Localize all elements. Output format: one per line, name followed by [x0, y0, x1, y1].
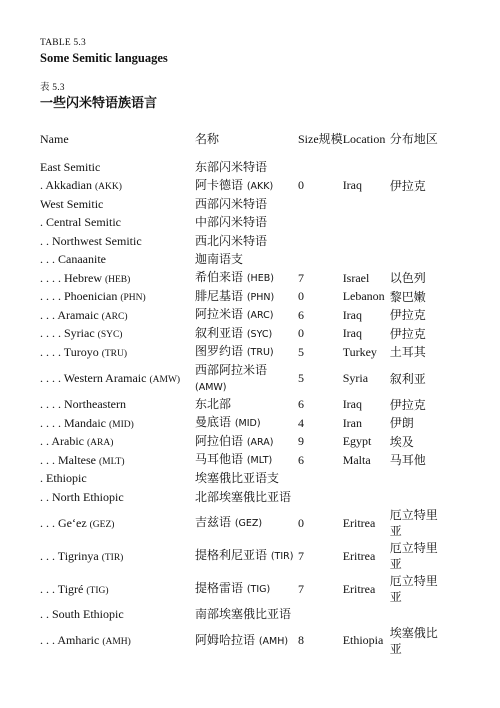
table-row	[40, 214, 440, 233]
table-row	[40, 414, 440, 433]
language-code-zh: (MID)	[234, 418, 261, 430]
language-code: (SYC)	[97, 330, 123, 341]
table-row	[40, 325, 440, 344]
cell-location-zh	[390, 488, 440, 507]
cell-name	[40, 362, 195, 396]
language-name: Mandaic	[64, 415, 106, 430]
cell-name	[40, 232, 195, 251]
language-name: Ethiopic	[46, 471, 87, 486]
cell-location-zh	[390, 214, 440, 233]
language-name-zh: 东北部	[195, 397, 232, 412]
cell-location	[343, 232, 390, 251]
cell-location-zh: 伊拉克	[389, 326, 426, 341]
cell-location-zh: 伊拉克	[389, 308, 426, 323]
language-name: Hebrew	[64, 270, 102, 285]
cell-name-zh	[195, 433, 298, 452]
language-code: (AKK)	[95, 182, 122, 193]
table-header-row	[40, 120, 440, 158]
cell-location-zh	[390, 195, 440, 214]
table-row	[40, 470, 440, 489]
language-name: Akkadian	[45, 178, 92, 193]
language-name: Central Semitic	[46, 215, 121, 230]
language-name-zh: 阿卡德语	[195, 177, 244, 192]
cell-size: 6	[298, 452, 304, 467]
cell-name-zh	[195, 269, 298, 288]
language-code: (TIG)	[86, 585, 109, 596]
cell-location-zh: 厄立特里亚	[389, 574, 438, 604]
cell-name	[40, 507, 195, 540]
cell-name	[40, 269, 195, 288]
language-name-zh: 图罗约语	[195, 344, 244, 359]
table-label: TABLE 5.3	[40, 38, 86, 48]
cell-location-zh: 厄立特里亚	[389, 541, 438, 571]
table-row	[40, 251, 440, 270]
language-code: (TRU)	[101, 348, 128, 359]
language-name-zh: 西北闪米特语	[195, 233, 268, 248]
table-row	[40, 507, 440, 540]
language-name-zh: 叙利亚语	[195, 325, 244, 340]
language-code: (GEZ)	[89, 519, 115, 530]
language-name-zh: 提格利尼亚语	[195, 548, 268, 562]
language-name: Amharic	[57, 633, 100, 647]
cell-location-zh: 伊拉克	[389, 397, 426, 412]
indent-dots: . . .	[40, 581, 58, 596]
cell-name-zh	[195, 573, 298, 606]
language-name-zh: 中部闪米特语	[195, 215, 268, 230]
header-name-zh: 名称	[195, 131, 220, 146]
language-name-zh: 东部闪米特语	[195, 159, 268, 174]
cell-location	[343, 251, 390, 270]
cell-size	[298, 251, 343, 270]
cell-location	[343, 158, 390, 177]
language-name-zh: 南部埃塞俄比亚语	[195, 607, 292, 622]
cell-name-zh	[195, 362, 298, 396]
cell-name	[40, 606, 195, 625]
header-size	[298, 120, 343, 158]
header-size-zh: 规模	[318, 131, 343, 146]
cell-name	[40, 414, 195, 433]
cell-location-zh: 厄立特里亚	[389, 508, 438, 538]
indent-dots: . . .	[40, 452, 58, 467]
language-name-zh: 阿拉米语	[195, 307, 244, 322]
cell-location-zh	[390, 251, 440, 270]
language-name-zh: 西部闪米特语	[195, 196, 268, 211]
cell-location: Malta	[342, 452, 371, 467]
language-code: (HEB)	[104, 274, 131, 285]
cell-size	[298, 488, 343, 507]
cell-size	[298, 158, 343, 177]
cell-name-zh	[195, 251, 298, 270]
cell-size: 7	[298, 581, 304, 596]
cell-location	[343, 195, 390, 214]
cell-name	[40, 195, 195, 214]
cell-size: 4	[298, 415, 304, 430]
cell-location: Egypt	[342, 434, 372, 449]
cell-name-zh	[195, 451, 298, 470]
language-name: Ge‘ez	[58, 515, 87, 530]
cell-name	[40, 488, 195, 507]
cell-location-zh	[390, 158, 440, 177]
language-name: Phoenician	[64, 289, 118, 304]
language-code-zh: (ARA)	[246, 436, 274, 448]
languages-table	[40, 120, 440, 657]
indent-dots: . . . .	[40, 326, 64, 341]
cell-location-zh	[390, 470, 440, 489]
language-name: Aramaic	[57, 307, 99, 322]
table-row	[40, 343, 440, 362]
language-name: West Semitic	[40, 196, 104, 211]
language-code-zh: (AMW)	[195, 381, 227, 393]
language-name: East Semitic	[40, 159, 101, 174]
language-name: North Ethiopic	[52, 489, 124, 504]
cell-location: Iraq	[342, 326, 363, 341]
header-location-zh: 分布地区	[389, 132, 438, 146]
indent-dots: . .	[40, 607, 52, 622]
cell-location: Iraq	[342, 178, 363, 193]
cell-name-zh	[195, 306, 298, 325]
cell-name	[40, 306, 195, 325]
cell-name	[40, 288, 195, 307]
cell-size: 5	[298, 344, 304, 359]
table-row	[40, 177, 440, 196]
cell-location-zh: 埃塞俄比亚	[389, 625, 438, 656]
table-row	[40, 195, 440, 214]
cell-name	[40, 624, 195, 657]
cell-name	[40, 540, 195, 573]
cell-name	[40, 451, 195, 470]
cell-location: Iraq	[342, 307, 363, 322]
language-name-zh: 埃塞俄比亚语支	[195, 471, 280, 486]
language-code: (ARA)	[87, 438, 114, 449]
cell-location-zh: 黎巴嫩	[389, 289, 426, 304]
indent-dots: .	[40, 215, 46, 230]
language-name-zh: 曼底语	[195, 415, 232, 430]
table-title-zh: 一些闪米特语族语言	[40, 96, 158, 111]
cell-name	[40, 470, 195, 489]
cell-location	[343, 606, 390, 625]
language-name: Arabic	[51, 434, 84, 449]
cell-name-zh	[195, 214, 298, 233]
indent-dots: . . . .	[40, 289, 64, 304]
cell-size: 6	[298, 397, 304, 412]
cell-name-zh	[195, 177, 298, 196]
language-code: (MID)	[108, 419, 134, 430]
indent-dots: . . .	[40, 548, 58, 563]
cell-location: Turkey	[342, 344, 377, 359]
language-code: (MLT)	[99, 456, 125, 467]
language-name-zh: 阿姆哈拉语	[195, 632, 256, 647]
language-code: (ARC)	[101, 311, 128, 322]
table-body	[40, 158, 440, 657]
language-code-zh: (PHN)	[246, 291, 275, 303]
table-row	[40, 396, 440, 415]
cell-name-zh	[195, 195, 298, 214]
cell-location-zh: 伊朗	[389, 416, 414, 431]
table-row	[40, 306, 440, 325]
cell-location: Eritrea	[342, 581, 376, 596]
language-name: Maltese	[58, 452, 96, 467]
cell-size: 7	[298, 548, 304, 563]
table-label-zh: 表 5.3	[40, 83, 65, 93]
cell-location	[343, 470, 390, 489]
cell-name-zh	[195, 488, 298, 507]
cell-location-zh: 以色列	[389, 271, 426, 286]
language-name-zh: 阿拉伯语	[195, 433, 244, 448]
cell-size	[298, 195, 343, 214]
cell-location: Iraq	[342, 397, 363, 412]
cell-size: 6	[298, 307, 304, 322]
language-name-zh: 腓尼基语	[195, 288, 244, 303]
indent-dots: . . .	[40, 633, 58, 647]
indent-dots: . .	[40, 489, 52, 504]
language-code-zh: (TIG)	[246, 584, 271, 595]
cell-size: 0	[298, 515, 304, 530]
cell-location-zh	[390, 232, 440, 251]
language-code-zh: (HEB)	[246, 273, 274, 285]
table-row	[40, 624, 440, 657]
language-name: Northwest Semitic	[52, 233, 142, 248]
language-name-zh: 西部阿拉米语	[195, 362, 268, 377]
cell-location: Eritrea	[342, 515, 376, 530]
cell-name	[40, 573, 195, 606]
cell-name	[40, 343, 195, 362]
cell-location: Ethiopia	[342, 633, 384, 647]
language-name: Syriac	[64, 326, 95, 341]
language-name-zh: 提格雷语	[195, 581, 244, 595]
indent-dots: . . . .	[40, 415, 64, 430]
header-name: Name	[40, 131, 69, 146]
language-name: Northeastern	[64, 397, 126, 412]
language-name: Tigrinya	[57, 548, 99, 563]
language-name-zh: 吉兹语	[195, 515, 232, 529]
cell-name-zh	[195, 540, 298, 573]
cell-name	[40, 214, 195, 233]
table-row	[40, 488, 440, 507]
cell-size: 0	[298, 289, 304, 304]
cell-name-zh	[195, 606, 298, 625]
language-code: (PHN)	[120, 293, 146, 304]
cell-size: 5	[298, 371, 304, 385]
cell-name-zh	[195, 158, 298, 177]
cell-name-zh	[195, 396, 298, 415]
cell-name-zh	[195, 624, 298, 657]
language-name-zh: 迦南语支	[195, 252, 244, 267]
cell-name-zh	[195, 507, 298, 540]
cell-location: Lebanon	[342, 289, 385, 304]
indent-dots: .	[40, 178, 46, 193]
table-row	[40, 433, 440, 452]
table-row	[40, 451, 440, 470]
language-name: Turoyo	[63, 344, 99, 359]
language-code-zh: (TRU)	[246, 347, 274, 359]
language-code-zh: (GEZ)	[234, 518, 263, 529]
cell-size	[298, 470, 343, 489]
language-code-zh: (MLT)	[246, 455, 273, 467]
cell-name	[40, 325, 195, 344]
cell-location-zh: 伊拉克	[389, 178, 426, 193]
cell-location-zh	[390, 606, 440, 625]
language-code: (TIR)	[101, 552, 124, 563]
cell-name-zh	[195, 414, 298, 433]
language-name-zh: 北部埃塞俄比亚语	[195, 489, 292, 504]
language-code-zh: (ARC)	[246, 310, 274, 322]
language-code: (AMW)	[149, 375, 181, 385]
table-row	[40, 269, 440, 288]
cell-size: 0	[298, 178, 304, 193]
cell-name	[40, 158, 195, 177]
indent-dots: .	[40, 471, 46, 486]
table-row	[40, 232, 440, 251]
cell-size	[298, 606, 343, 625]
cell-location-zh: 埃及	[389, 434, 414, 449]
indent-dots: . . .	[40, 515, 58, 530]
cell-location-zh: 土耳其	[389, 345, 426, 360]
cell-location	[343, 214, 390, 233]
cell-size	[298, 232, 343, 251]
cell-name	[40, 177, 195, 196]
cell-name-zh	[195, 343, 298, 362]
language-name: Western Aramaic	[63, 371, 147, 385]
indent-dots: . . . .	[40, 270, 64, 285]
cell-size: 0	[298, 326, 304, 341]
language-code-zh: (AMH)	[258, 635, 289, 647]
language-name-zh: 希伯来语	[195, 270, 244, 285]
table-row	[40, 540, 440, 573]
cell-location: Syria	[342, 371, 369, 385]
language-code-zh: (TIR)	[270, 551, 294, 562]
cell-name	[40, 433, 195, 452]
header-location: Location	[342, 131, 386, 146]
indent-dots: . . .	[40, 252, 58, 267]
language-code-zh: (SYC)	[246, 328, 273, 340]
table-title: Some Semitic languages	[40, 51, 168, 65]
language-name-zh: 马耳他语	[195, 452, 244, 467]
cell-location-zh: 马耳他	[389, 453, 426, 468]
header-size-en: Size	[298, 131, 319, 146]
cell-name-zh	[195, 288, 298, 307]
indent-dots: . .	[40, 233, 52, 248]
cell-size: 7	[298, 270, 304, 285]
cell-size: 8	[298, 633, 304, 647]
table-row	[40, 158, 440, 177]
cell-location: Iran	[342, 415, 363, 430]
cell-name-zh	[195, 470, 298, 489]
cell-size: 9	[298, 434, 304, 449]
language-code-zh: (AKK)	[246, 180, 274, 192]
cell-name	[40, 396, 195, 415]
language-name: Tigré	[57, 581, 84, 596]
indent-dots: . . . .	[40, 371, 64, 385]
table-row	[40, 362, 440, 396]
cell-name-zh	[195, 325, 298, 344]
cell-size	[298, 214, 343, 233]
cell-name-zh	[195, 232, 298, 251]
cell-location-zh: 叙利亚	[389, 371, 426, 386]
cell-name	[40, 251, 195, 270]
language-name: South Ethiopic	[52, 607, 124, 622]
table-row	[40, 288, 440, 307]
indent-dots: . .	[40, 434, 52, 449]
table-row	[40, 573, 440, 606]
indent-dots: . . . .	[40, 344, 64, 359]
indent-dots: . . .	[40, 307, 58, 322]
cell-location: Israel	[342, 270, 370, 285]
language-name: Canaanite	[58, 252, 106, 267]
cell-location: Eritrea	[342, 548, 376, 563]
table-row	[40, 606, 440, 625]
language-code: (AMH)	[102, 637, 131, 647]
cell-location	[343, 488, 390, 507]
indent-dots: . . . .	[40, 397, 64, 412]
